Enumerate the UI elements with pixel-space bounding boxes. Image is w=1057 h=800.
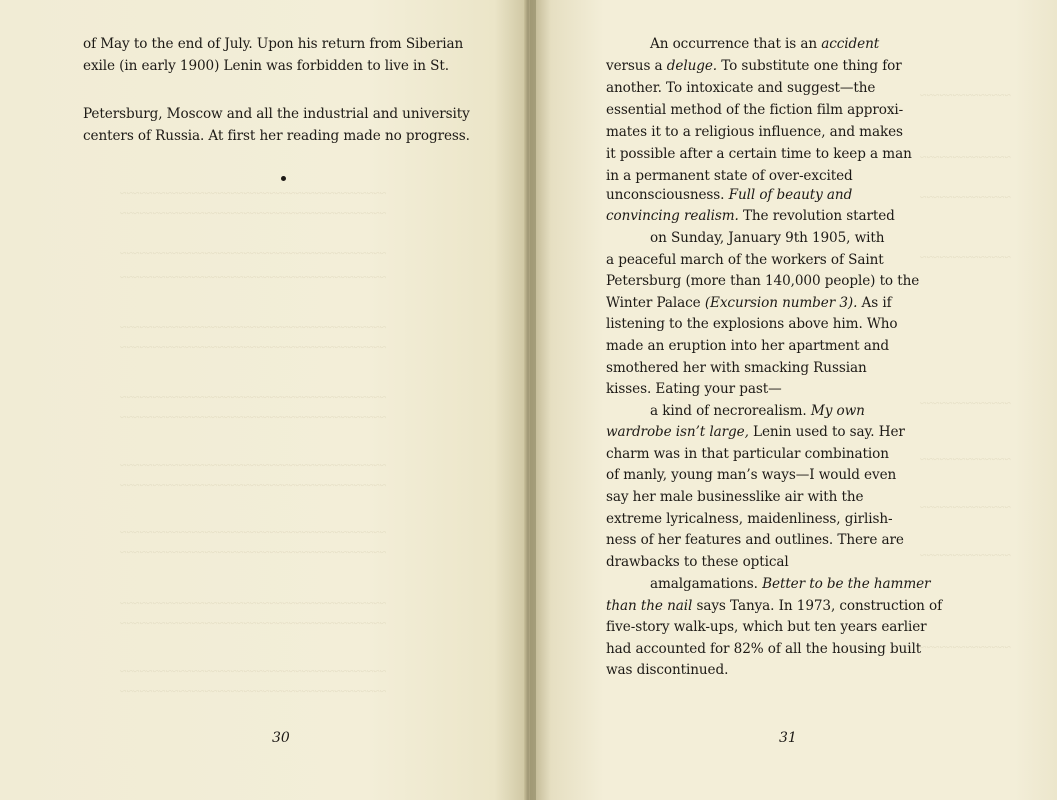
bleed-through-text: ~~~~~~~~~~~~~~~~~~~~~~~~~~~~~~~~~~~~~~~~~ <box>120 186 387 200</box>
bleed-through-text: ~~~~~~~~~~~~~~ <box>920 500 1011 514</box>
text-line: a kind of necrorealism. My own <box>650 403 865 419</box>
bleed-through-text: ~~~~~~~~~~~~~~ <box>920 190 1011 204</box>
bleed-through-text: ~~~~~~~~~~~~~~ <box>920 250 1011 264</box>
bleed-through-text: ~~~~~~~~~~~~~~~~~~~~~~~~~~~~~~~~~~~~~~~~~ <box>120 340 387 354</box>
text-line: ness of her features and outlines. There are <box>606 532 904 548</box>
text-line: An occurrence that is an accident <box>650 36 880 52</box>
text-line: drawbacks to these optical <box>606 554 789 570</box>
bleed-through-text: ~~~~~~~~~~~~~~~~~~~~~~~~~~~~~~~~~~~~~~~~~ <box>120 596 387 610</box>
bleed-through-text: ~~~~~~~~~~~~~~~~~~~~~~~~~~~~~~~~~~~~~~~~~ <box>120 270 387 284</box>
text-line: wardrobe isn’t large, Lenin used to say. Her <box>606 424 905 440</box>
text-line: of May to the end of July. Upon his return from Siberian <box>83 36 464 52</box>
bleed-through-text: ~~~~~~~~~~~~~~ <box>920 640 1011 654</box>
text-line: in a permanent state of over-excited <box>606 168 853 184</box>
text-line: amalgamations. Better to be the hammer <box>650 576 931 592</box>
bleed-through-text: ~~~~~~~~~~~~~~~~~~~~~~~~~~~~~~~~~~~~~~~~~ <box>120 616 387 630</box>
bleed-through-text: ~~~~~~~~~~~~~~ <box>920 452 1011 466</box>
page-number: 30 <box>272 730 290 746</box>
text-line: listening to the explosions above him. Who <box>606 316 898 332</box>
bleed-through-text: ~~~~~~~~~~~~~~ <box>920 548 1011 562</box>
text-line: versus a deluge. To substitute one thing for <box>606 58 902 74</box>
bleed-through-text: ~~~~~~~~~~~~~~~~~~~~~~~~~~~~~~~~~~~~~~~~~ <box>120 478 387 492</box>
bleed-through-text: ~~~~~~~~~~~~~~ <box>920 150 1011 164</box>
bleed-through-text: ~~~~~~~~~~~~~~~~~~~~~~~~~~~~~~~~~~~~~~~~~ <box>120 410 387 424</box>
spine-shadow <box>530 0 536 800</box>
text-line: smothered her with smacking Russian <box>606 360 867 376</box>
text-line: say her male businesslike air with the <box>606 489 864 505</box>
bleed-through-text: ~~~~~~~~~~~~~~~~~~~~~~~~~~~~~~~~~~~~~~~~~ <box>120 525 387 539</box>
right-page <box>530 0 1057 800</box>
bleed-through-text: ~~~~~~~~~~~~~~ <box>920 88 1011 102</box>
page-number: 31 <box>779 730 797 746</box>
text-line: was discontinued. <box>606 662 729 678</box>
text-line: charm was in that particular combination <box>606 446 889 462</box>
text-line: Petersburg (more than 140,000 people) to the <box>606 273 920 289</box>
text-line: centers of Russia. At first her reading made no progress. <box>83 128 470 144</box>
text-line: it possible after a certain time to keep a man <box>606 146 912 162</box>
text-line: another. To intoxicate and suggest—the <box>606 80 876 96</box>
bleed-through-text: ~~~~~~~~~~~~~~ <box>920 396 1011 410</box>
bleed-through-text: ~~~~~~~~~~~~~~~~~~~~~~~~~~~~~~~~~~~~~~~~~ <box>120 246 387 260</box>
left-page <box>0 0 526 800</box>
text-line: extreme lyricalness, maidenliness, girlish- <box>606 511 893 527</box>
text-line: made an eruption into her apartment and <box>606 338 890 354</box>
text-line: Petersburg, Moscow and all the industrial and university <box>83 106 470 122</box>
bleed-through-text: ~~~~~~~~~~~~~~~~~~~~~~~~~~~~~~~~~~~~~~~~~ <box>120 390 387 404</box>
text-line: a peaceful march of the workers of Saint <box>606 252 884 268</box>
text-line: had accounted for 82% of all the housing built <box>606 641 922 657</box>
bleed-through-text: ~~~~~~~~~~~~~~~~~~~~~~~~~~~~~~~~~~~~~~~~~ <box>120 458 387 472</box>
text-line: than the nail says Tanya. In 1973, construction of <box>606 598 943 614</box>
text-line: five-story walk-ups, which but ten years earlier <box>606 619 927 635</box>
bleed-through-text: ~~~~~~~~~~~~~~~~~~~~~~~~~~~~~~~~~~~~~~~~~ <box>120 684 387 698</box>
text-line: mates it to a religious influence, and makes <box>606 124 903 140</box>
text-line: Winter Palace (Excursion number 3). As if <box>606 295 892 311</box>
text-line: essential method of the fiction film approxi- <box>606 102 904 118</box>
bleed-through-text: ~~~~~~~~~~~~~~~~~~~~~~~~~~~~~~~~~~~~~~~~~ <box>120 664 387 678</box>
bleed-through-text: ~~~~~~~~~~~~~~~~~~~~~~~~~~~~~~~~~~~~~~~~~ <box>120 545 387 559</box>
text-line: convincing realism. The revolution started <box>606 208 895 224</box>
text-line: exile (in early 1900) Lenin was forbidden to live in St. <box>83 58 449 74</box>
text-line: kisses. Eating your past— <box>606 381 782 397</box>
text-line: unconsciousness. Full of beauty and <box>606 187 853 203</box>
text-line: on Sunday, January 9th 1905, with <box>650 230 885 246</box>
bleed-through-text: ~~~~~~~~~~~~~~~~~~~~~~~~~~~~~~~~~~~~~~~~~ <box>120 206 387 220</box>
text-line: of manly, young man’s ways—I would even <box>606 467 897 483</box>
bleed-through-text: ~~~~~~~~~~~~~~~~~~~~~~~~~~~~~~~~~~~~~~~~~ <box>120 320 387 334</box>
section-separator-dot <box>281 176 286 181</box>
